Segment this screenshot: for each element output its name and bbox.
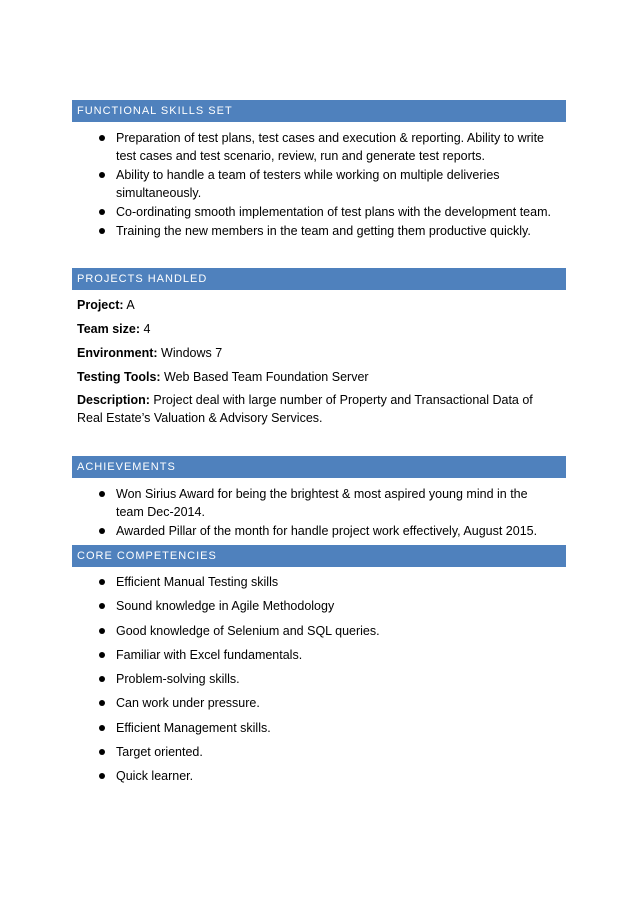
list-item: Problem-solving skills. [96,670,380,688]
list-item: Can work under pressure. [96,694,380,712]
list-item: Preparation of test plans, test cases and execution & reporting. Ability to write test cases and test scenario, review, run and generate test reports. [96,129,556,165]
environment-label: Environment: [77,346,158,360]
list-item: Familiar with Excel fundamentals. [96,646,380,664]
description-line [77,391,547,427]
testing-tools-label: Testing Tools: [77,370,161,384]
core-competencies-list [96,573,380,785]
list-item: Ability to handle a team of testers while working on multiple deliveries simultaneously. [96,166,556,202]
core-competencies-header: CORE COMPETENCIES [72,545,566,567]
list-item: Training the new members in the team and getting them productive quickly. [96,222,556,240]
achievements-header: ACHIEVEMENTS [72,456,566,478]
description-value: Project deal with large number of Property and Transactional Data of Real Estate’s Valuation & Advisory Services. [77,393,533,425]
testing-tools-value: Web Based Team Foundation Server [160,370,369,384]
team-size-value: 4 [140,322,151,336]
list-item: Awarded Pillar of the month for handle project work effectively, August 2015. [96,522,556,540]
description-label: Description: [77,393,150,407]
project-value: A [123,298,135,312]
testing-tools-line [77,368,547,386]
achievements-list [96,485,556,540]
list-item: Co-ordinating smooth implementation of test plans with the development team. [96,203,556,221]
environment-line [77,344,547,362]
projects-header: PROJECTS HANDLED [72,268,566,290]
list-item: Won Sirius Award for being the brightest & most aspired young mind in the team Dec-2014. [96,485,556,521]
functional-skills-header: FUNCTIONAL SKILLS SET [72,100,566,122]
list-item: Efficient Management skills. [96,719,380,737]
functional-skills-list [96,129,556,240]
list-item: Quick learner. [96,767,380,785]
team-size-line [77,320,547,338]
list-item: Efficient Manual Testing skills [96,573,380,591]
project-label: Project: [77,298,124,312]
list-item: Target oriented. [96,743,380,761]
list-item: Good knowledge of Selenium and SQL queries. [96,622,380,640]
project-line [77,296,547,314]
team-size-label: Team size: [77,322,140,336]
environment-value: Windows 7 [157,346,223,360]
list-item: Sound knowledge in Agile Methodology [96,597,380,615]
